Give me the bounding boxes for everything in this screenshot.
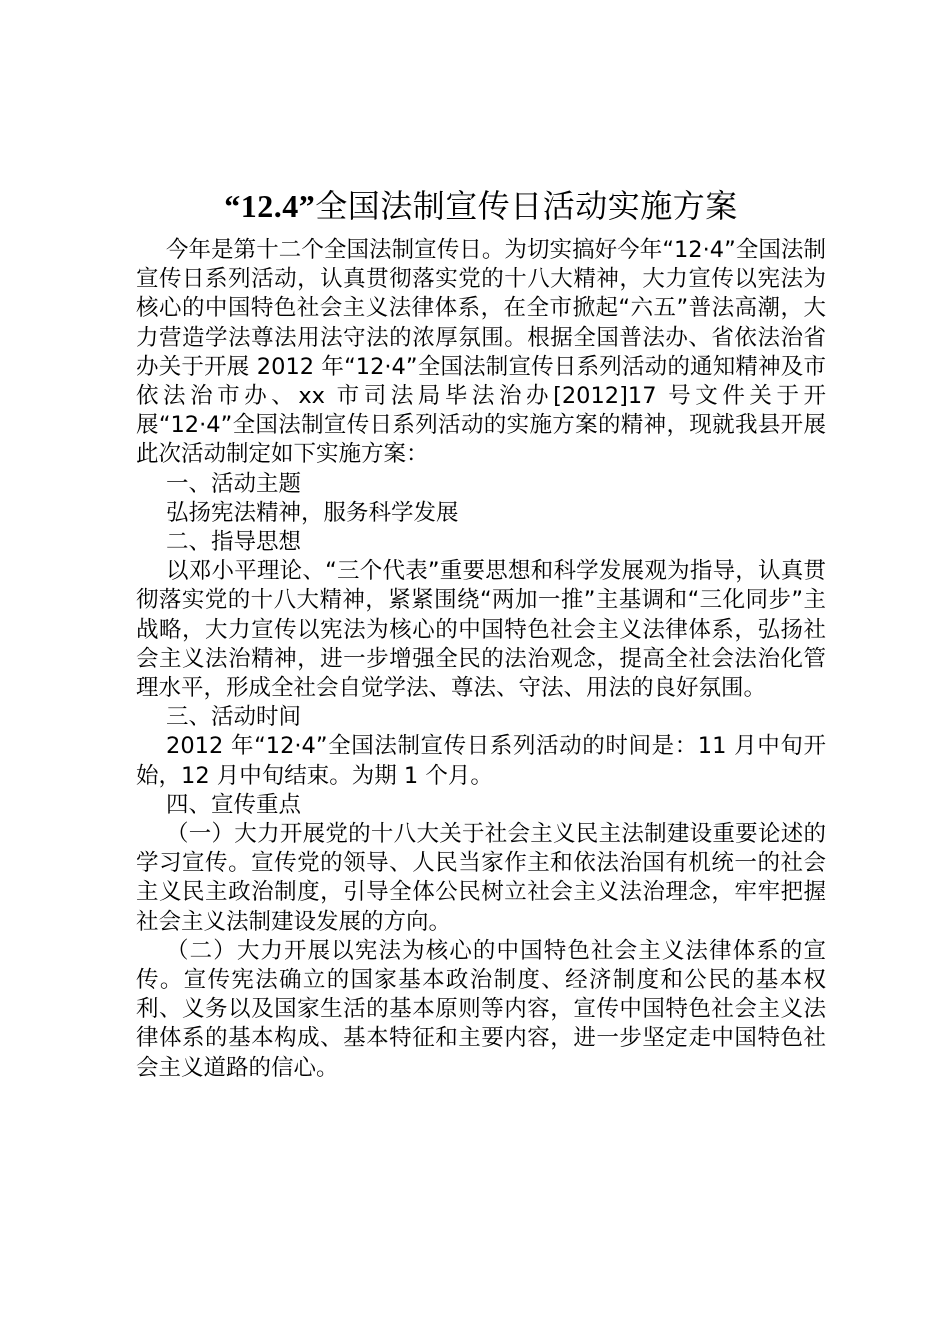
title-text: 全国法制宣传日活动实施方案 xyxy=(315,187,738,225)
document-page xyxy=(136,176,826,1083)
section-heading-time: 三、活动时间 xyxy=(166,704,302,731)
time-paragraph: 2012 年“12·4”全国法制宣传日系列活动的时间是：11 月中旬开始，12 月中旬结束。为期 1 个月。 xyxy=(136,733,826,789)
focus-paragraph-2: （二）大力开展以宪法为核心的中国特色社会主义法律体系的宣传。宣传宪法确立的国家基本政治制度、经济制度和公民的基本权利、义务以及国家生活的基本原则等内容，宣传中国特色社会主义法律体系的基本构成、基本特征和主要内容，进一步坚定走中国特色社会主义道路的信心。 xyxy=(136,937,826,1081)
guiding-thought-paragraph: 以邓小平理论、“三个代表”重要思想和科学发展观为指导，认真贯彻落实党的十八大精神，紧紧围绕“两加一推”主基调和“三化同步”主战略，大力宣传以宪法为核心的中国特色社会主义法律体系，弘扬社会主义法治精神，进一步增强全民的法治观念，提高全社会法治化管理水平，形成全社会自觉学法、尊法、守法、用法的良好氛围。 xyxy=(136,558,826,702)
focus-paragraph-1: （一）大力开展党的十八大关于社会主义民主法制建设重要论述的学习宣传。宣传党的领导、人民当家作主和依法治国有机统一的社会主义民主政治制度，引导全体公民树立社会主义法治理念，牢牢把握社会主义法制建设发展的方向。 xyxy=(136,821,826,935)
theme-paragraph: 弘扬宪法精神，服务科学发展 xyxy=(166,499,459,526)
section-heading-theme: 一、活动主题 xyxy=(166,470,302,497)
section-heading-guiding-thought: 二、指导思想 xyxy=(166,529,302,556)
document-body xyxy=(136,236,826,1083)
document-title xyxy=(136,176,826,236)
section-heading-focus: 四、宣传重点 xyxy=(166,791,302,818)
title-number: “12.4” xyxy=(224,188,316,224)
intro-paragraph: 今年是第十二个全国法制宣传日。为切实搞好今年“12·4”全国法制宣传日系列活动，认真贯彻落实党的十八大精神，大力宣传以宪法为核心的中国特色社会主义法律体系，在全市掀起“六五”普法高潮，大力营造学法尊法用法守法的浓厚氛围。根据全国普法办、省依法治省办关于开展 2012 年“12·4”全国法制宣传日系列活动的通知精神及市依法治市办、xx 市司法局毕法治办[2012]17 号文件关于开展“12·4”全国法制宣传日系列活动的实施方案的精神，现就我县开展此次活动制定如下实施方案： xyxy=(136,237,826,468)
